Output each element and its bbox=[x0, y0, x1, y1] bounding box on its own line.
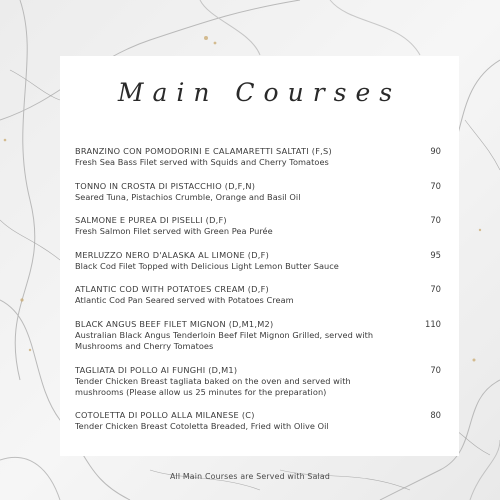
dish-name: SALMONE E PUREA DI PISELLI (D,F) bbox=[75, 215, 227, 226]
dish-description: Tender Chicken Breast Cotoletta Breaded, Fried with Olive Oil bbox=[75, 421, 329, 432]
dish-name: TONNO IN CROSTA DI PISTACCHIO (D,F,N) bbox=[75, 180, 256, 191]
dish-name: COTOLETTA DI POLLO ALLA MILANESE (C) bbox=[75, 410, 255, 421]
dish-name: ATLANTIC COD WITH POTATOES CREAM (D,F) bbox=[75, 284, 269, 295]
dish-description: Tender Chicken Breast tagliata baked on the oven and served with mushrooms (Please allow us 25 minutes for the preparation) bbox=[75, 375, 351, 397]
list-item bbox=[75, 181, 443, 203]
dish-price: 70 bbox=[430, 215, 441, 226]
list-item bbox=[75, 284, 443, 306]
dish-name: MERLUZZO NERO D'ALASKA AL LIMONE (D,F) bbox=[75, 249, 270, 260]
dish-price: 80 bbox=[430, 410, 441, 421]
dish-name: BRANZINO CON POMODORINI E CALAMARETTI SALTATI (F,S) bbox=[75, 146, 332, 156]
menu-card bbox=[60, 56, 459, 456]
dish-price: 90 bbox=[430, 146, 441, 156]
dish-price: 70 bbox=[430, 284, 441, 295]
dish-price: 110 bbox=[425, 318, 441, 329]
dish-price: 70 bbox=[430, 364, 441, 375]
list-item bbox=[75, 215, 443, 237]
list-item bbox=[75, 365, 443, 398]
dish-description: Atlantic Cod Pan Seared served with Potatoes Cream bbox=[75, 295, 294, 306]
dish-description: Black Cod Filet Topped with Delicious Light Lemon Butter Sauce bbox=[75, 260, 339, 271]
dish-name: TAGLIATA DI POLLO AI FUNGHI (D,M1) bbox=[75, 364, 238, 375]
dish-description: Fresh Sea Bass Filet served with Squids and Cherry Tomatoes bbox=[75, 157, 329, 167]
list-item bbox=[75, 319, 443, 352]
list-item bbox=[75, 146, 443, 168]
dish-description: Seared Tuna, Pistachios Crumble, Orange and Basil Oil bbox=[75, 191, 301, 202]
page-title: Main Courses bbox=[117, 78, 402, 107]
dish-price: 95 bbox=[430, 249, 441, 260]
dish-price: 70 bbox=[430, 180, 441, 191]
footer-note: All Main Courses are Served with Salad bbox=[169, 472, 331, 481]
dish-name: BLACK ANGUS BEEF FILET MIGNON (D,M1,M2) bbox=[75, 318, 274, 329]
menu-list bbox=[75, 146, 443, 445]
list-item bbox=[75, 410, 443, 432]
list-item bbox=[75, 250, 443, 272]
dish-description: Fresh Salmon Filet served with Green Pea Purée bbox=[75, 226, 273, 237]
dish-description: Australian Black Angus Tenderloin Beef Filet Mignon Grilled, served with Mushrooms and Cherry Tomatoes bbox=[75, 329, 374, 351]
